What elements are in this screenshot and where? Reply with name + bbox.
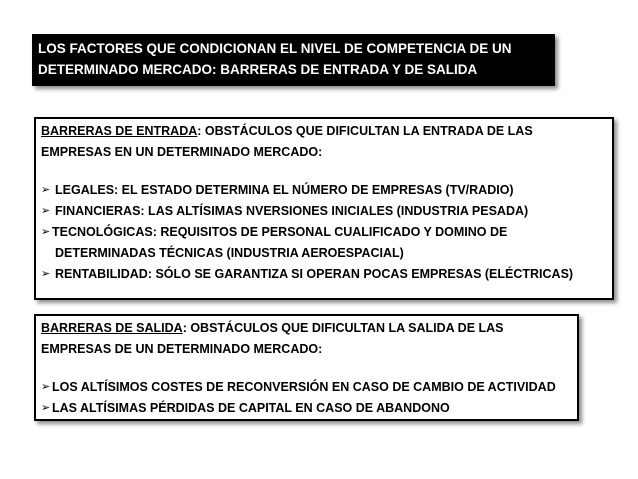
list-item: [41, 222, 607, 243]
exit-definition-text: : OBSTÁCULOS QUE DIFICULTAN LA SALIDA DE LAS: [182, 321, 504, 335]
entry-barriers-box: [34, 117, 614, 300]
arrow-bullet-icon: ➢: [41, 402, 51, 414]
title-line-2: DETERMINADO MERCADO: BARRERAS DE ENTRADA Y DE SALIDA: [38, 62, 478, 77]
exit-item-reconversion: LOS ALTÍSIMOS COSTES DE RECONVERSIÓN EN CASO DE CAMBIO DE ACTIVIDAD: [52, 380, 556, 394]
exit-item-perdidas: LAS ALTÍSIMAS PÉRDIDAS DE CAPITAL EN CASO DE ABANDONO: [52, 401, 450, 415]
spacer: [41, 163, 607, 180]
entry-item-rentabilidad: RENTABILIDAD: SÓLO SE GARANTIZA SI OPERAN POCAS EMPRESAS (ELÉCTRICAS): [55, 267, 574, 281]
arrow-bullet-icon: ➢: [41, 268, 51, 280]
slide-title: [32, 34, 555, 86]
list-item: [41, 377, 572, 398]
title-line-1: LOS FACTORES QUE CONDICIONAN EL NIVEL DE COMPETENCIA DE UN: [38, 41, 512, 56]
list-item: [41, 201, 607, 222]
exit-definition-line-2: EMPRESAS DE UN DETERMINADO MERCADO:: [41, 342, 323, 356]
arrow-bullet-icon: ➢: [41, 184, 51, 196]
entry-item-legales: LEGALES: EL ESTADO DETERMINA EL NÚMERO DE EMPRESAS (TV/RADIO): [55, 183, 514, 197]
list-item: [41, 180, 607, 201]
list-item: [41, 398, 572, 419]
entry-item-tecnologicas: TECNOLÓGICAS: REQUISITOS DE PERSONAL CUALIFICADO Y DOMINO DE: [52, 225, 508, 239]
entry-definition-line-1: [41, 121, 607, 142]
entry-definition-line-2: EMPRESAS EN UN DETERMINADO MERCADO:: [41, 145, 323, 159]
entry-item-tecnologicas-cont: DETERMINADAS TÉCNICAS (INDUSTRIA AEROESPACIAL): [55, 246, 404, 260]
arrow-bullet-icon: ➢: [41, 381, 51, 393]
spacer: [41, 360, 572, 377]
entry-definition-text: : OBSTÁCULOS QUE DIFICULTAN LA ENTRADA DE LAS: [197, 124, 533, 138]
entry-item-financieras: FINANCIERAS: LAS ALTÍSIMAS NVERSIONES INICIALES (INDUSTRIA PESADA): [55, 204, 529, 218]
list-item: [41, 264, 607, 285]
exit-definition-line-1: [41, 318, 572, 339]
arrow-bullet-icon: ➢: [41, 226, 51, 238]
exit-heading: BARRERAS DE SALIDA: [41, 321, 183, 335]
exit-barriers-box: [34, 314, 579, 421]
entry-heading: BARRERAS DE ENTRADA: [41, 124, 198, 138]
arrow-bullet-icon: ➢: [41, 205, 51, 217]
